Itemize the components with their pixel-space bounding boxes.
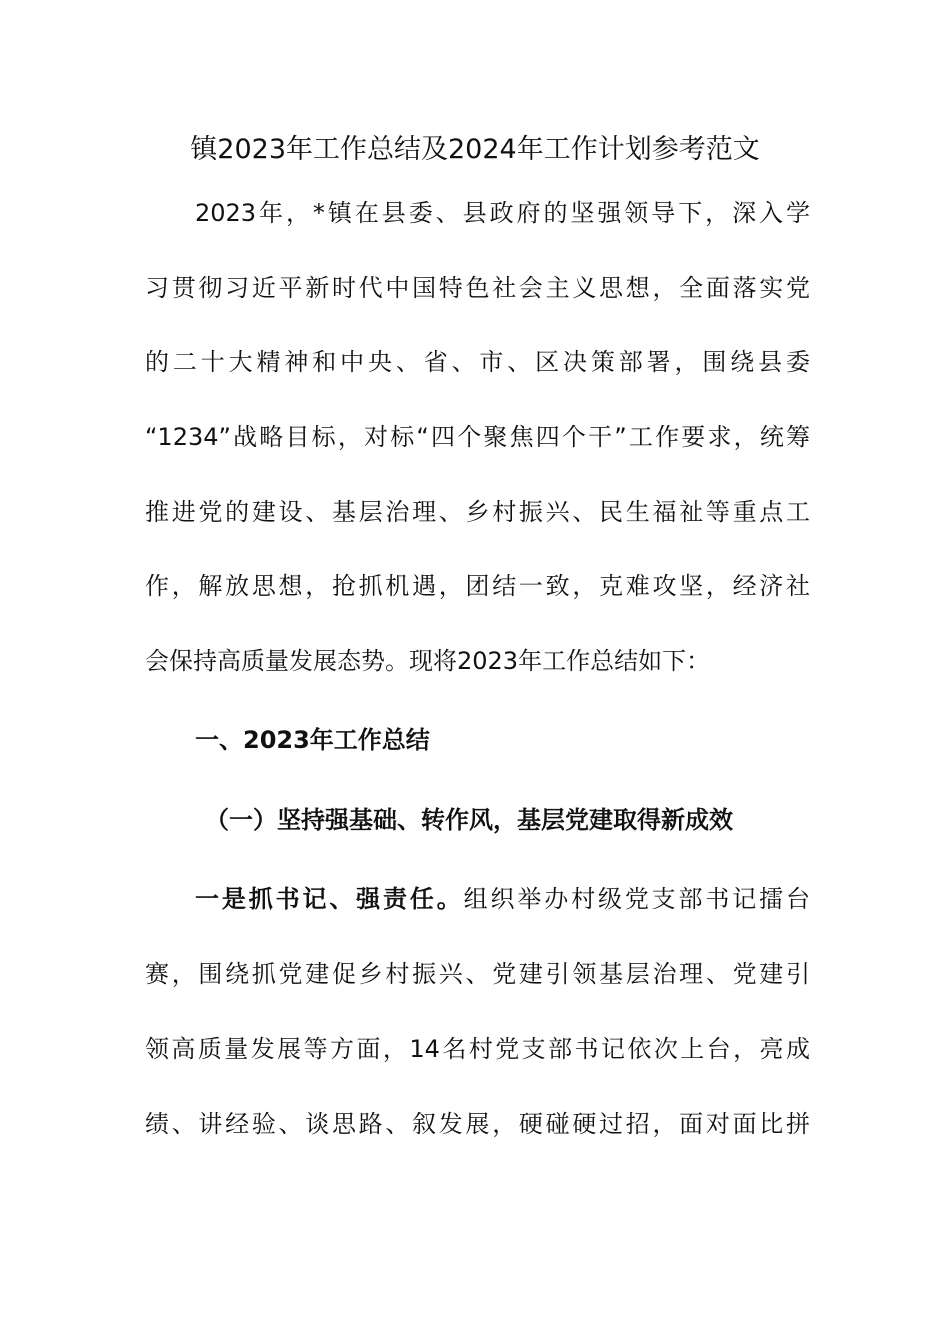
intro-line-6: 作，解放思想，抢抓机遇，团结一致，克难攻坚，经济社 (145, 572, 810, 600)
point1-line-2: 赛，围绕抓党建促乡村振兴、党建引领基层治理、党建引 (145, 960, 810, 988)
subsection-heading: （一）坚持强基础、转作风，基层党建取得新成效 (205, 806, 733, 834)
intro-line-1: 2023年，*镇在县委、县政府的坚强领导下，深入学 (195, 199, 810, 227)
intro-line-7: 会保持高质量发展态势。现将2023年工作总结如下： (145, 647, 711, 675)
point1-line-3: 领高质量发展等方面，14名村党支部书记依次上台，亮成 (145, 1035, 810, 1063)
point1-line-4: 绩、讲经验、谈思路、叙发展，硬碰硬过招，面对面比拼 (145, 1110, 810, 1138)
intro-line-5: 推进党的建设、基层治理、乡村振兴、民生福祉等重点工 (145, 498, 810, 526)
point1-line-1 (195, 879, 810, 919)
section-heading: 一、2023年工作总结 (195, 726, 430, 754)
intro-line-2: 习贯彻习近平新时代中国特色社会主义思想，全面落实党 (145, 274, 810, 302)
document-title: 镇2023年工作总结及2024年工作计划参考范文 (190, 134, 760, 165)
intro-line-4: “1234”战略目标，对标“四个聚焦四个干”工作要求，统筹 (145, 423, 810, 451)
point1-lead: 一是抓书记、强责任。 (195, 885, 464, 913)
point1-first-line-rest: 组织举办村级党支部书记擂台 (463, 885, 811, 913)
intro-line-3: 的二十大精神和中央、省、市、区决策部署，围绕县委 (145, 348, 810, 376)
